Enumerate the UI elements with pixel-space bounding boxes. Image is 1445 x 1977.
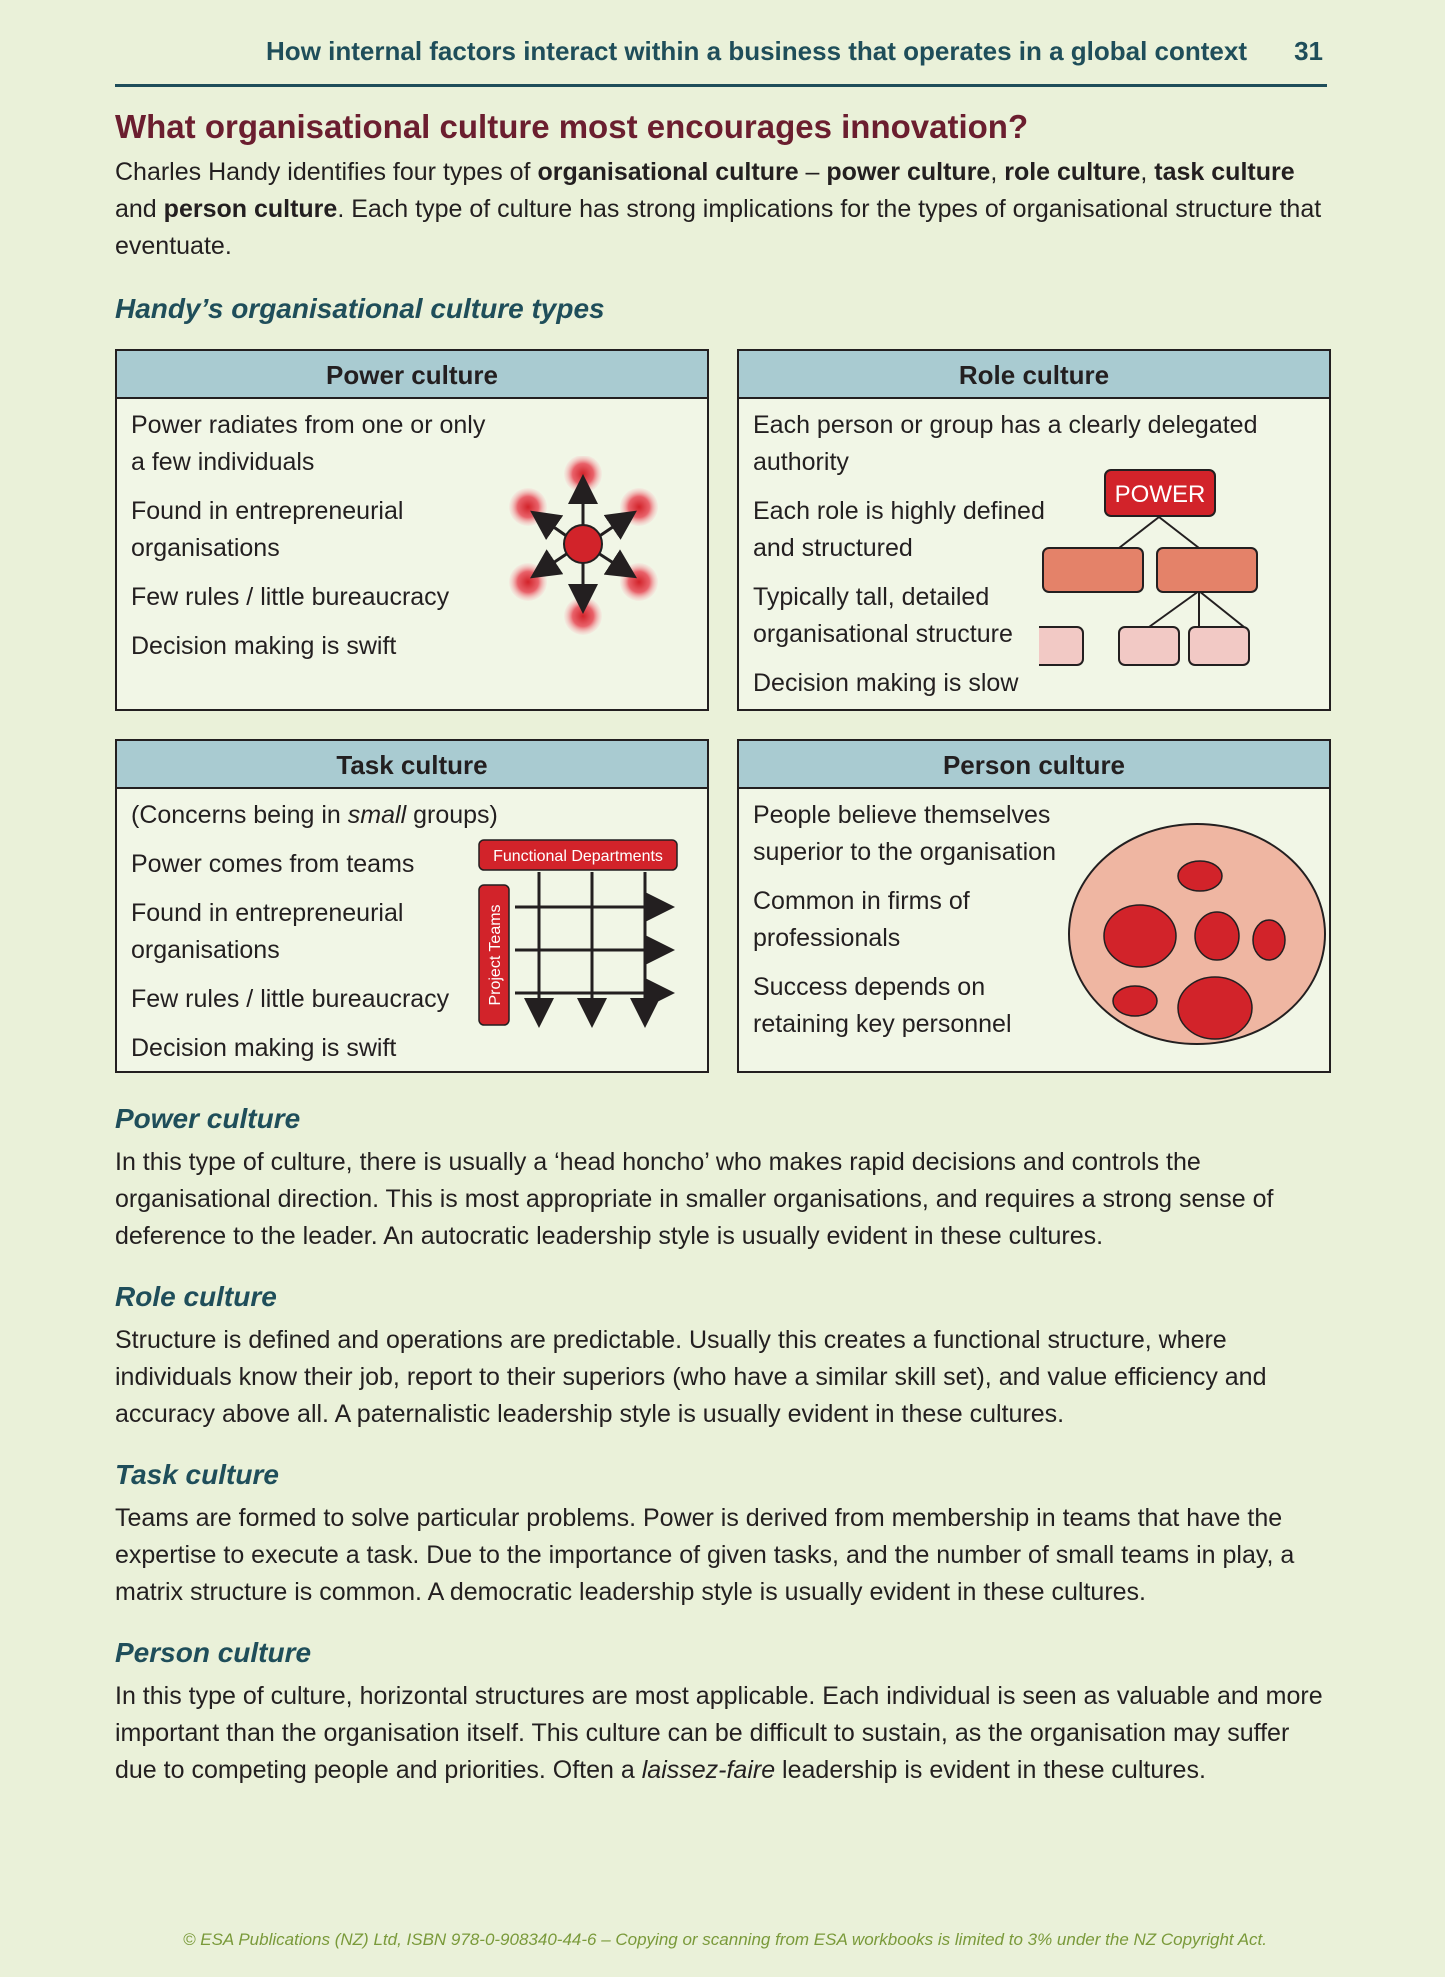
role-culture-box <box>737 349 1331 711</box>
box-list <box>131 407 501 677</box>
page-heading: What organisational culture most encourages innovation? <box>115 108 1029 145</box>
running-header <box>115 30 1327 87</box>
intro-text: , <box>1140 158 1155 186</box>
manager-node <box>1043 548 1143 592</box>
staff-node <box>1119 627 1179 665</box>
section-text-power: In this type of culture, there is usually a ‘head honcho’ who makes rapid decisions and controls the organisational direction. This is most appropriate in smaller organisations, and requires a strong sense of deference to the leader. An autocratic leadership style is usually evident in these cultures. <box>115 1148 1274 1250</box>
copyright-footer: © ESA Publications (NZ) Ltd, ISBN 978-0-908340-44-6 – Copying or scanning from ESA workbooks is limited to 3% under the NZ Copyright Act. <box>182 1930 1268 1949</box>
section-text: In this type of culture, horizontal structures are most applicable. Each individual is seen as valuable and more important than the organisation itself. This culture can be difficult to sustain, as the organisation may suffer due to competing people and priorities. Often a <box>115 1682 1323 1784</box>
figure-title: Handy’s organisational culture types <box>115 293 605 324</box>
list-item: Few rules / little bureaucracy <box>131 583 450 611</box>
list-item: Found in entrepreneurial organisations <box>131 497 404 562</box>
section-title-person: Person culture <box>115 1637 312 1668</box>
intro-text: , <box>990 158 1005 186</box>
role-hierarchy-diagram <box>1039 467 1329 667</box>
box-list <box>753 797 1083 1055</box>
intro-paragraph <box>115 154 1330 265</box>
section-title-role: Role culture <box>115 1281 277 1312</box>
power-label: POWER <box>1114 481 1206 508</box>
list-item: Decision making is swift <box>131 632 397 660</box>
functional-departments-label: Functional Departments <box>493 848 663 865</box>
person-cluster-diagram <box>1067 821 1329 1047</box>
list-item: Each person or group has a clearly delegated authority <box>753 411 1258 476</box>
header-title: How internal factors interact within a business that operates in a global context <box>266 36 1247 66</box>
list-emphasis: small <box>347 801 407 829</box>
section-text-task: Teams are formed to solve particular problems. Power is derived from membership in teams that have the expertise to execute a task. Due to the importance of given tasks, and the number of small teams in play, a matrix structure is common. A democratic leadership style is usually evident in these cultures. <box>115 1504 1295 1606</box>
page-number: 31 <box>1294 36 1323 66</box>
list-item: Each role is highly defined and structured <box>753 497 1045 562</box>
staff-node <box>1189 627 1249 665</box>
list-item: Decision making is slow <box>753 669 1019 697</box>
intro-text: – <box>798 158 827 186</box>
intro-term: role culture <box>1004 158 1141 186</box>
manager-node <box>1157 548 1257 592</box>
intro-term: person culture <box>163 195 338 223</box>
intro-text: and <box>115 195 164 223</box>
list-item <box>131 797 691 834</box>
project-teams-label: Project Teams <box>487 904 504 1006</box>
intro-term: power culture <box>826 158 991 186</box>
box-title: Task culture <box>117 741 707 789</box>
list-item: Decision making is swift <box>131 1034 397 1062</box>
person-culture-box <box>737 739 1331 1073</box>
list-text: groups) <box>406 801 498 829</box>
list-item: Typically tall, detailed organisational structure <box>753 583 1013 648</box>
intro-text: Charles Handy identifies four types of <box>115 158 538 186</box>
list-item: Found in entrepreneurial organisations <box>131 899 404 964</box>
power-culture-box <box>115 349 709 711</box>
section-text: leadership is evident in these cultures. <box>775 1756 1206 1784</box>
section-title-power: Power culture <box>115 1103 301 1134</box>
list-item: People believe themselves superior to the organisation <box>753 801 1056 866</box>
list-text: (Concerns being in <box>131 801 348 829</box>
section-emphasis: laissez-faire <box>641 1756 776 1784</box>
intro-text: . Each type of culture has strong implications for the types of organisational structure that eventuate. <box>115 195 1322 260</box>
list-item: Power comes from teams <box>131 850 415 878</box>
box-title: Person culture <box>739 741 1329 789</box>
staff-node <box>1039 627 1083 665</box>
box-title: Role culture <box>739 351 1329 399</box>
section-text-role: Structure is defined and operations are predictable. Usually this creates a functional structure, where individuals know their job, report to their superiors (who have a similar skill set), and value efficiency and accuracy above all. A paternalistic leadership style is usually evident in these cultures. <box>115 1326 1267 1428</box>
task-culture-box <box>115 739 709 1073</box>
power-web-diagram <box>479 456 679 646</box>
list-item: Power radiates from one or only a few individuals <box>131 411 486 476</box>
intro-term: task culture <box>1154 158 1295 186</box>
matrix-arrows <box>515 872 669 1022</box>
box-title: Power culture <box>117 351 707 399</box>
section-text-person <box>115 1678 1335 1789</box>
central-node <box>564 525 602 563</box>
list-item: Few rules / little bureaucracy <box>131 985 450 1013</box>
list-item: Success depends on retaining key personnel <box>753 973 1012 1038</box>
list-item: Common in firms of professionals <box>753 887 970 952</box>
section-title-task: Task culture <box>115 1459 279 1490</box>
task-matrix-diagram <box>477 837 697 1037</box>
intro-term: organisational culture <box>537 158 799 186</box>
